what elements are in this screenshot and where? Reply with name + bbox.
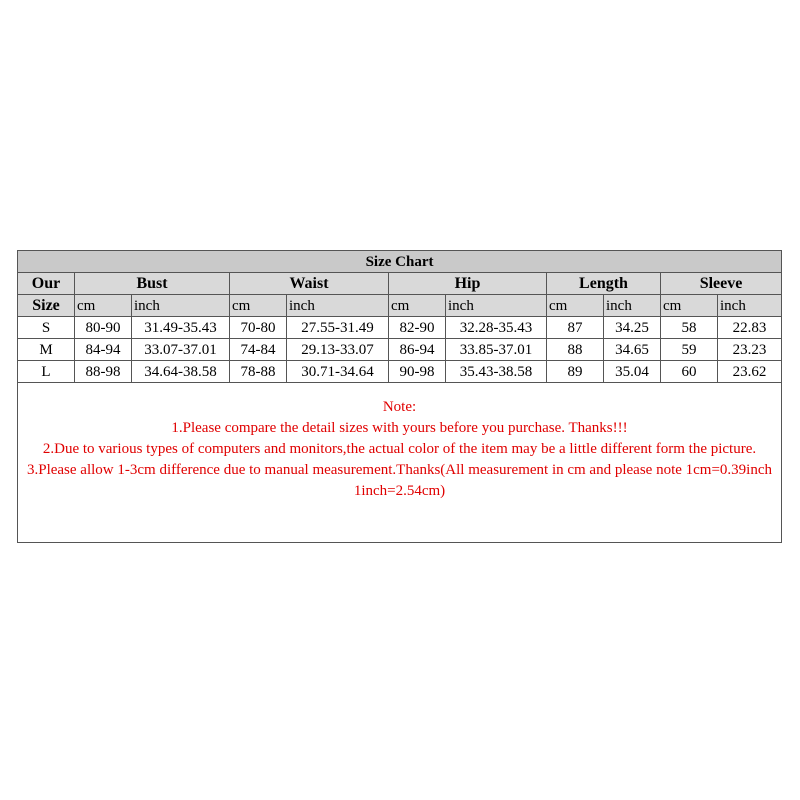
sleeve-cm-unit: cm xyxy=(661,295,718,317)
length-cm-unit: cm xyxy=(547,295,604,317)
waist-cm-cell: 70-80 xyxy=(230,317,287,339)
length-inch-cell: 34.65 xyxy=(604,339,661,361)
hip-inch-cell: 33.85-37.01 xyxy=(446,339,547,361)
bust-cm-cell: 80-90 xyxy=(75,317,132,339)
hip-inch-unit: inch xyxy=(446,295,547,317)
length-inch-unit: inch xyxy=(604,295,661,317)
hip-cm-cell: 90-98 xyxy=(389,361,446,383)
hip-cm-cell: 82-90 xyxy=(389,317,446,339)
size-cell: M xyxy=(18,339,75,361)
table-row-s xyxy=(18,317,782,339)
note-line-2: 2.Due to various types of computers and monitors,the actual color of the item may be a little different form the picture. xyxy=(42,441,757,457)
bust-inch-cell: 31.49-35.43 xyxy=(132,317,230,339)
sleeve-inch-cell: 23.62 xyxy=(718,361,782,383)
bust-inch-unit: inch xyxy=(132,295,230,317)
sleeve-inch-cell: 22.83 xyxy=(718,317,782,339)
bust-inch-cell: 33.07-37.01 xyxy=(132,339,230,361)
hip-cm-unit: cm xyxy=(389,295,446,317)
waist-inch-cell: 29.13-33.07 xyxy=(287,339,389,361)
waist-inch-unit: inch xyxy=(287,295,389,317)
bust-cm-cell: 88-98 xyxy=(75,361,132,383)
bust-cm-cell: 84-94 xyxy=(75,339,132,361)
waist-header: Waist xyxy=(230,273,389,295)
hip-cm-cell: 86-94 xyxy=(389,339,446,361)
size-label: Size xyxy=(18,295,75,317)
bust-cm-unit: cm xyxy=(75,295,132,317)
bust-inch-cell: 34.64-38.58 xyxy=(132,361,230,383)
note-line-3: 3.Please allow 1-3cm difference due to manual measurement.Thanks(All measurement in cm and please note 1cm=0.39inch 1inch=2.54cm) xyxy=(26,462,773,499)
size-cell: L xyxy=(18,361,75,383)
our-label: Our xyxy=(18,273,75,295)
length-inch-cell: 34.25 xyxy=(604,317,661,339)
sleeve-header: Sleeve xyxy=(661,273,782,295)
table-row-l xyxy=(18,361,782,383)
size-cell: S xyxy=(18,317,75,339)
waist-cm-unit: cm xyxy=(230,295,287,317)
size-chart-table xyxy=(17,250,782,383)
waist-inch-cell: 27.55-31.49 xyxy=(287,317,389,339)
bust-header: Bust xyxy=(75,273,230,295)
waist-inch-cell: 30.71-34.64 xyxy=(287,361,389,383)
length-header: Length xyxy=(547,273,661,295)
note-block xyxy=(18,397,781,502)
table-row-m xyxy=(18,339,782,361)
note-heading: Note: xyxy=(382,399,417,415)
sleeve-inch-cell: 23.23 xyxy=(718,339,782,361)
size-chart-title: Size Chart xyxy=(18,251,782,273)
hip-inch-cell: 35.43-38.58 xyxy=(446,361,547,383)
note-line-1: 1.Please compare the detail sizes with yours before you purchase. Thanks!!! xyxy=(171,420,628,436)
length-cm-cell: 87 xyxy=(547,317,604,339)
sleeve-cm-cell: 60 xyxy=(661,361,718,383)
waist-cm-cell: 74-84 xyxy=(230,339,287,361)
size-chart-sheet xyxy=(17,250,782,543)
length-inch-cell: 35.04 xyxy=(604,361,661,383)
sleeve-inch-unit: inch xyxy=(718,295,782,317)
length-cm-cell: 89 xyxy=(547,361,604,383)
sleeve-cm-cell: 58 xyxy=(661,317,718,339)
hip-header: Hip xyxy=(389,273,547,295)
waist-cm-cell: 78-88 xyxy=(230,361,287,383)
hip-inch-cell: 32.28-35.43 xyxy=(446,317,547,339)
sleeve-cm-cell: 59 xyxy=(661,339,718,361)
length-cm-cell: 88 xyxy=(547,339,604,361)
